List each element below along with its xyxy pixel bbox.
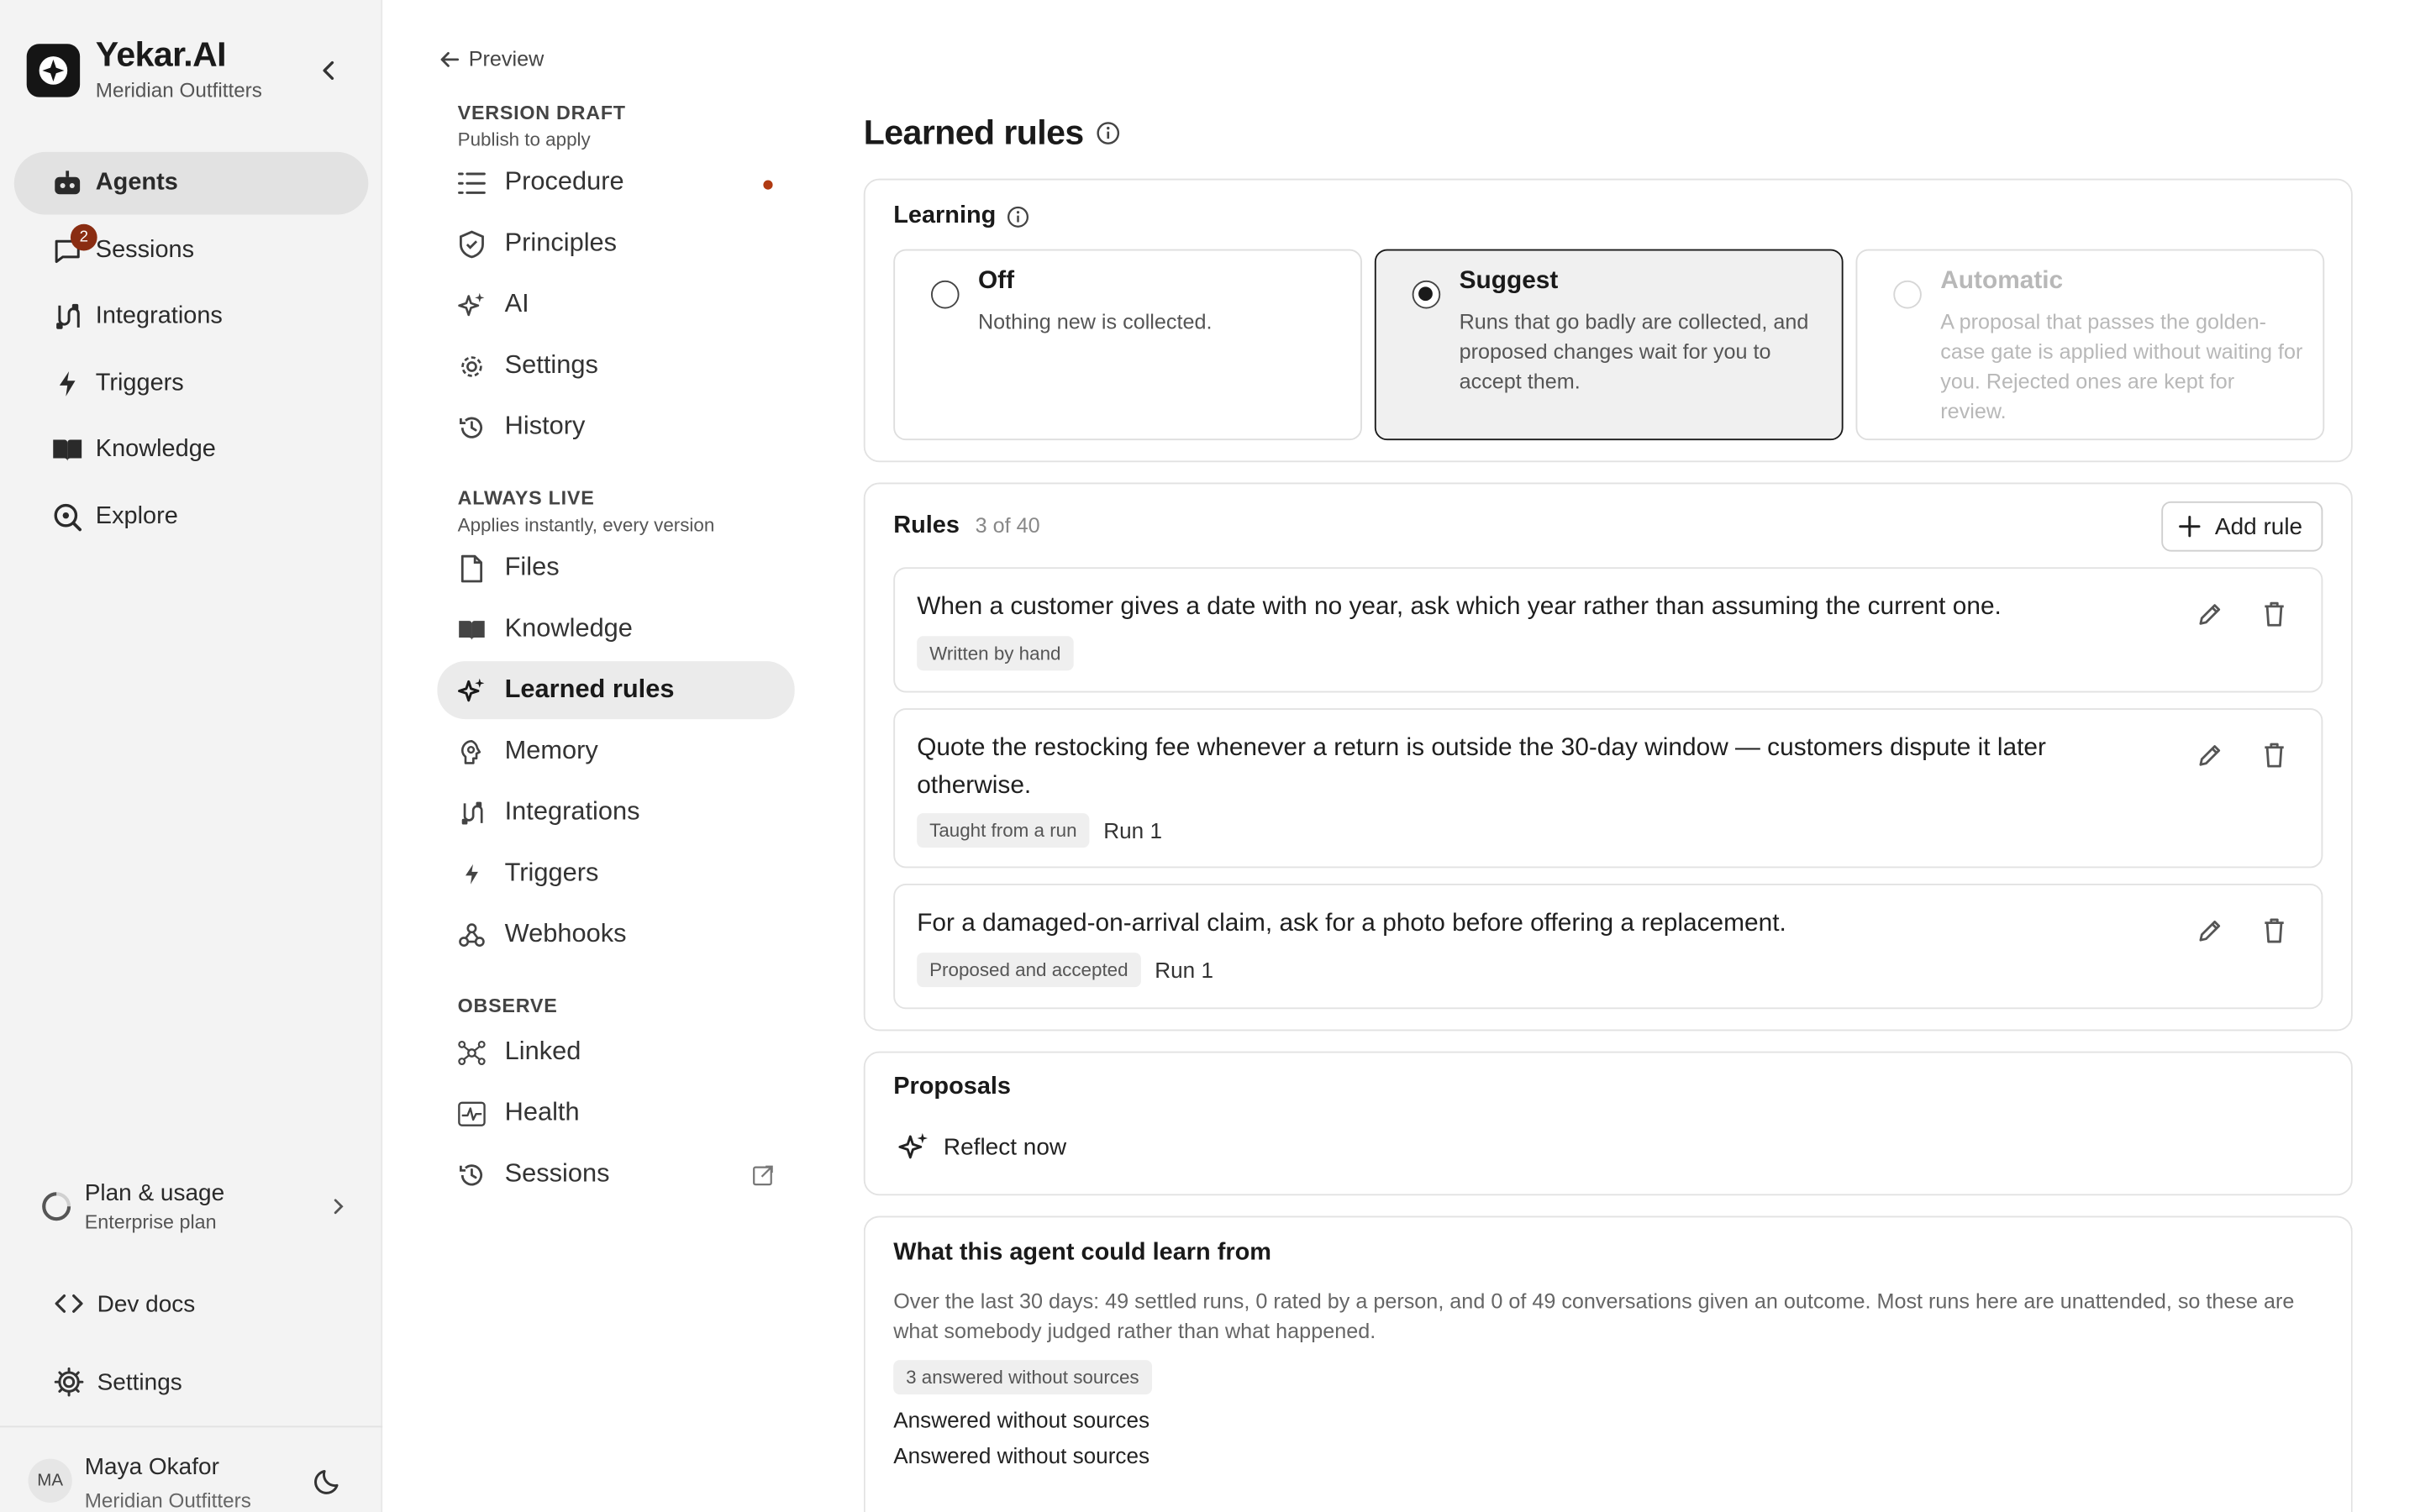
rule-item <box>893 708 2323 868</box>
gear-icon <box>458 352 487 381</box>
proposals-title: Proposals <box>893 1073 1012 1100</box>
subnav-label: Knowledge <box>504 614 633 643</box>
subnav-item-files[interactable] <box>437 539 794 597</box>
subnav-label: Triggers <box>504 858 599 887</box>
option-desc: A proposal that passes the golden-case gate is applied without waiting for you. Rejected ones are kept for review. <box>1940 310 2303 423</box>
user-area <box>0 1425 382 1512</box>
brain-icon <box>458 738 487 766</box>
plus-icon <box>2179 516 2201 538</box>
book-icon <box>458 615 487 643</box>
webhook-icon <box>458 921 487 949</box>
subnav-item-sessions[interactable] <box>437 1146 794 1204</box>
moon-icon[interactable] <box>313 1465 345 1504</box>
add-rule-label: Add rule <box>2214 512 2303 540</box>
book-icon <box>52 434 83 465</box>
always-live-label: ALWAYS LIVE <box>457 487 595 510</box>
pulse-icon <box>458 1100 487 1128</box>
page-title-text: Learned rules <box>863 113 1084 152</box>
rule-run-ref[interactable]: Run 1 <box>1155 957 1213 983</box>
subnav-label: Linked <box>504 1037 581 1066</box>
page-title <box>864 110 2353 157</box>
preview-back-link[interactable] <box>439 47 797 71</box>
subnav-item-triggers[interactable] <box>437 844 794 902</box>
learn-from-chip[interactable]: 3 answered without sources <box>893 1360 1151 1394</box>
trash-icon[interactable] <box>2262 600 2287 636</box>
subnav-label: Learned rules <box>504 675 675 704</box>
nav-label: Triggers <box>95 369 184 396</box>
nav-label: Knowledge <box>95 436 216 463</box>
subnav-item-learned-rules[interactable] <box>437 661 794 719</box>
learning-option-off[interactable] <box>893 249 1362 441</box>
subnav-item-ai[interactable] <box>437 276 794 333</box>
shield-icon <box>458 229 487 258</box>
rule-item <box>893 567 2323 692</box>
subnav-label: AI <box>504 290 529 318</box>
subnav-label: Principles <box>504 228 618 257</box>
learning-option-automatic <box>1856 249 2325 441</box>
radio-off[interactable] <box>931 281 960 309</box>
nav-label: Integrations <box>95 302 223 330</box>
chevron-right-icon <box>329 1197 348 1215</box>
always-live-sub: Applies instantly, every version <box>457 513 715 536</box>
avatar[interactable]: MA <box>29 1459 72 1503</box>
learn-from-line[interactable]: Answered without sources <box>893 1442 1150 1468</box>
bolt-icon <box>52 368 83 399</box>
trash-icon[interactable] <box>2262 916 2287 953</box>
pencil-icon[interactable] <box>2196 600 2224 636</box>
radio-automatic <box>1893 281 1922 309</box>
agent-subnav <box>437 47 797 1204</box>
external-link-icon[interactable] <box>752 1164 774 1194</box>
plan-title: Plan & usage <box>84 1179 225 1207</box>
add-rule-button[interactable] <box>2161 501 2323 552</box>
rule-text: Quote the restocking fee whenever a return is outside the 30-day window — customers dispute it later otherwise. <box>917 734 2046 800</box>
info-icon[interactable] <box>1007 204 1030 228</box>
robot-icon <box>52 168 83 199</box>
nav-item-integrations[interactable] <box>14 286 369 349</box>
option-name: Off <box>977 267 1015 295</box>
history-icon <box>458 413 487 442</box>
reflect-now-button[interactable] <box>898 1131 1066 1163</box>
rule-source-tag: Proposed and accepted <box>917 953 1140 987</box>
sparkles-icon <box>458 291 487 319</box>
subnav-label: Files <box>504 553 560 582</box>
arrow-left-icon <box>439 48 460 70</box>
option-desc: Runs that go badly are collected, and proposed changes wait for you to accept them. <box>1459 310 1809 394</box>
sessions-badge: 2 <box>71 223 97 250</box>
learning-option-suggest[interactable] <box>1375 249 1844 441</box>
list-icon <box>458 169 487 197</box>
pencil-icon[interactable] <box>2196 741 2224 777</box>
nav-label: Agents <box>95 169 178 197</box>
file-icon <box>458 554 487 582</box>
collapse-sidebar-icon[interactable] <box>313 55 345 86</box>
reflect-now-label: Reflect now <box>943 1133 1067 1161</box>
subnav-label: Health <box>504 1098 580 1127</box>
subnav-item-linked[interactable] <box>437 1023 794 1081</box>
learn-from-desc: Over the last 30 days: 49 settled runs, 0 rated by a person, and 0 of 49 conversations given an outcome. Most runs here are unattended, so these are what somebody judged rather than what happened. <box>893 1289 2295 1343</box>
user-name: Maya Okafor <box>84 1453 219 1481</box>
learn-from-card <box>864 1215 2353 1512</box>
main-content <box>863 110 2353 1468</box>
subnav-label: History <box>504 412 586 441</box>
radio-suggest[interactable] <box>1413 281 1441 309</box>
main-nav <box>14 152 369 553</box>
rule-text: For a damaged-on-arrival claim, ask for a photo before offering a replacement. <box>917 910 1786 937</box>
nav-item-sessions[interactable] <box>14 218 369 281</box>
preview-label: Preview <box>468 46 544 71</box>
settings-label: Settings <box>97 1368 182 1396</box>
user-org: Meridian Outfitters <box>84 1488 251 1512</box>
subnav-item-memory[interactable] <box>437 722 794 780</box>
rule-item <box>893 884 2323 1009</box>
rule-source-tag: Written by hand <box>917 636 1073 670</box>
subnav-item-health[interactable] <box>437 1084 794 1142</box>
yekar-logo-icon <box>27 44 80 97</box>
subnav-item-settings[interactable] <box>437 337 794 395</box>
proposals-card <box>864 1052 2353 1196</box>
code-icon <box>53 1289 84 1318</box>
integrations-icon <box>52 301 83 332</box>
option-name: Suggest <box>1459 267 1559 295</box>
sidebar <box>0 0 382 1512</box>
rules-count: 3 of 40 <box>975 513 1040 538</box>
subnav-label: Sessions <box>504 1159 610 1188</box>
explore-icon <box>52 501 83 533</box>
nav-label: Sessions <box>95 235 195 263</box>
learning-title: Learning <box>893 202 997 229</box>
gear-icon <box>53 1367 84 1398</box>
subnav-label: Settings <box>504 350 598 380</box>
learn-from-line[interactable]: Answered without sources <box>893 1407 1150 1432</box>
subnav-item-knowledge[interactable] <box>437 600 794 658</box>
rule-source-tag: Taught from a run <box>917 813 1089 848</box>
observe-label: OBSERVE <box>457 995 558 1017</box>
rules-card <box>864 483 2353 1032</box>
rule-run-ref[interactable]: Run 1 <box>1103 817 1162 843</box>
sparkles-icon <box>458 676 487 705</box>
info-icon[interactable] <box>1097 121 1122 146</box>
subnav-item-webhooks[interactable] <box>437 906 794 963</box>
bolt-icon <box>458 859 487 888</box>
subnav-label: Memory <box>504 736 598 765</box>
plan-usage[interactable] <box>40 1172 354 1241</box>
subnav-item-procedure[interactable] <box>437 154 794 212</box>
unsaved-dot <box>763 181 772 190</box>
usage-ring-icon <box>40 1191 71 1222</box>
dev-docs-link[interactable] <box>53 1289 195 1318</box>
nav-item-agents[interactable] <box>14 152 369 215</box>
subnav-item-principles[interactable] <box>437 215 794 273</box>
learning-card <box>864 179 2353 463</box>
option-desc: Nothing new is collected. <box>977 310 1213 334</box>
rule-text: When a customer gives a date with no year, ask which year rather than assuming the current one. <box>917 593 2002 621</box>
brand[interactable] <box>27 34 262 102</box>
learn-from-title: What this agent could learn from <box>893 1239 1272 1267</box>
subnav-label: Integrations <box>504 797 640 827</box>
nav-item-knowledge[interactable] <box>14 419 369 482</box>
history-icon <box>458 1160 487 1189</box>
subnav-item-integrations[interactable] <box>437 784 794 842</box>
settings-link[interactable] <box>53 1367 182 1398</box>
brand-org: Meridian Outfitters <box>95 78 262 102</box>
sparkles-icon <box>898 1131 929 1163</box>
brand-name: Yekar.AI <box>95 34 227 74</box>
dev-docs-label: Dev docs <box>97 1290 196 1317</box>
version-draft-sub: Publish to apply <box>457 128 591 151</box>
nav-item-explore[interactable] <box>14 486 369 549</box>
version-draft-label: VERSION DRAFT <box>457 102 626 124</box>
trash-icon[interactable] <box>2262 741 2287 777</box>
pencil-icon[interactable] <box>2196 916 2224 953</box>
nav-label: Explore <box>95 502 178 530</box>
option-name: Automatic <box>1940 267 2064 295</box>
subnav-item-history[interactable] <box>437 398 794 456</box>
plan-sub: Enterprise plan <box>84 1210 217 1233</box>
nav-item-triggers[interactable] <box>14 352 369 415</box>
subnav-label: Webhooks <box>504 919 627 948</box>
integrations-icon <box>458 798 487 827</box>
network-icon <box>458 1038 487 1067</box>
subnav-label: Procedure <box>504 167 624 197</box>
rules-title: Rules <box>893 512 960 539</box>
